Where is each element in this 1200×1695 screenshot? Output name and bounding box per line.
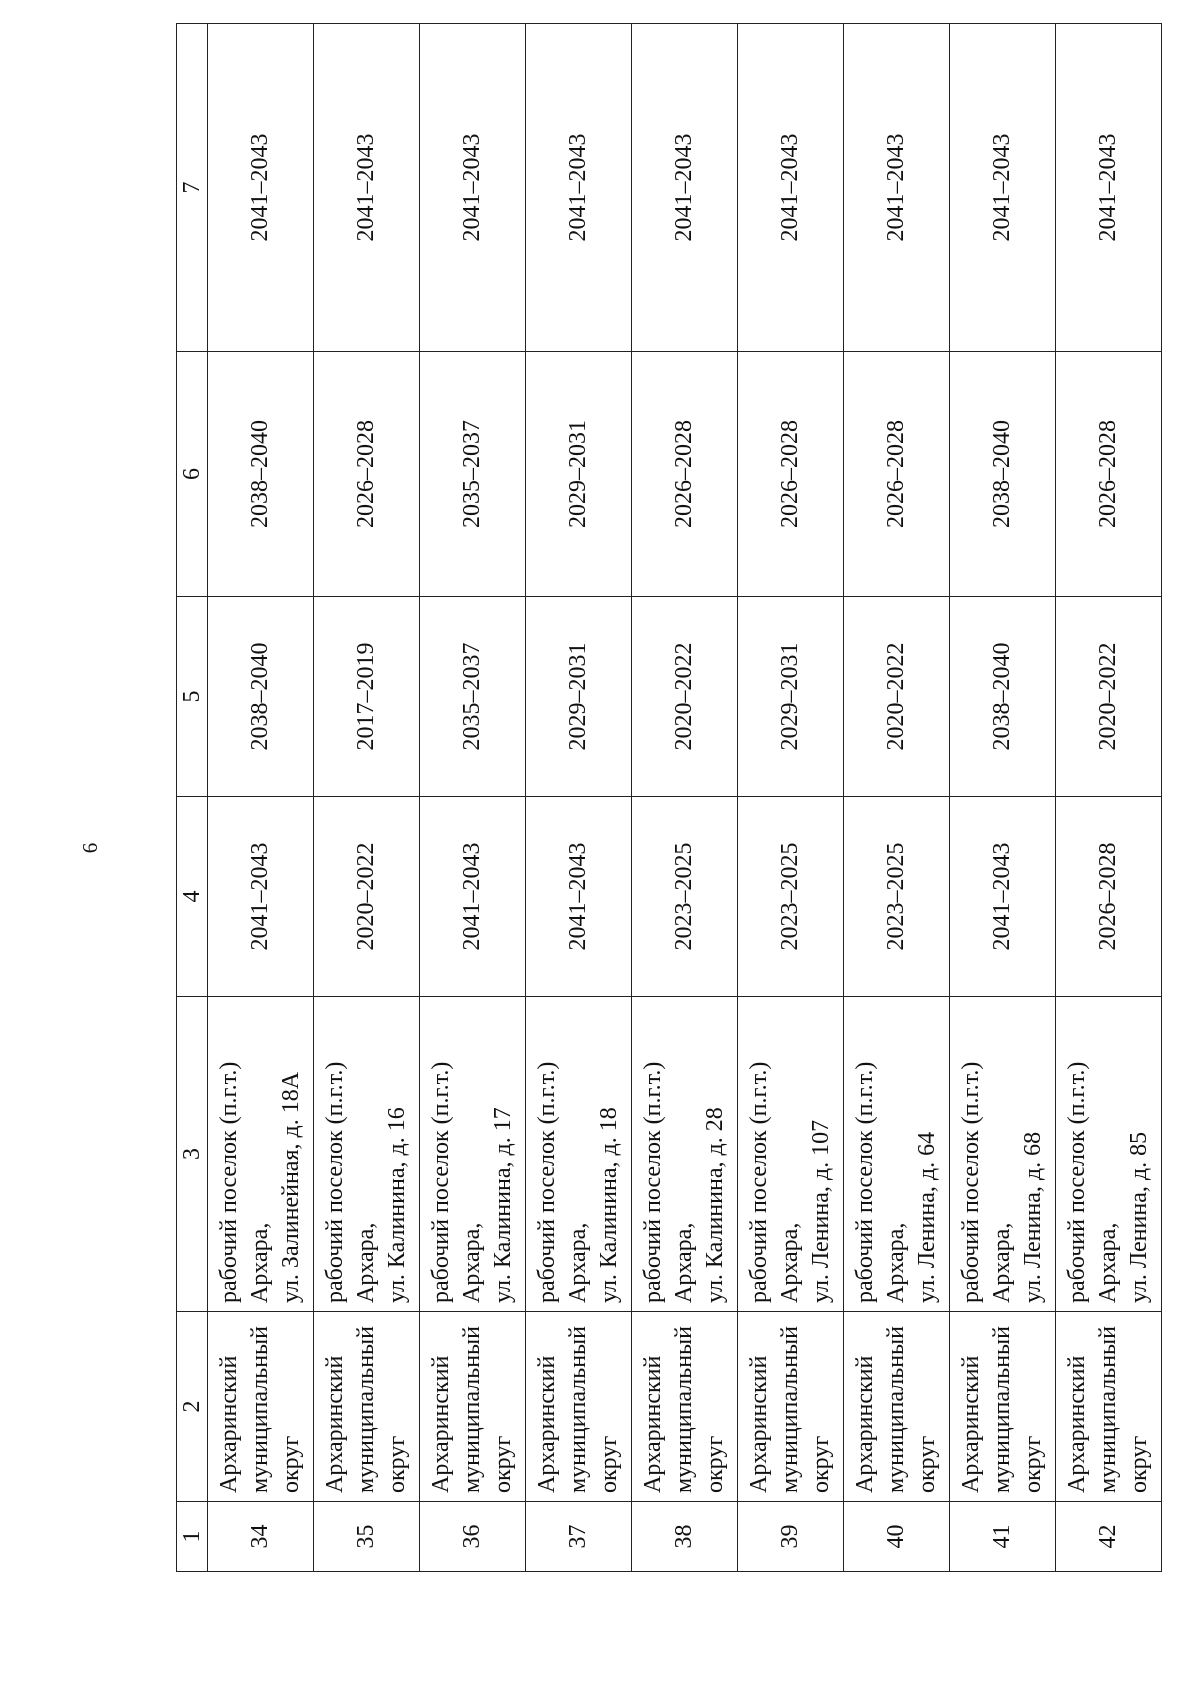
period-col-4: 2026–2028	[1055, 797, 1161, 997]
district-cell	[208, 1312, 314, 1502]
period-col-7: 2041–2043	[844, 24, 950, 352]
period-col-7: 2041–2043	[1055, 24, 1161, 352]
address-cell-line: ул. Залинейная, д. 18А	[278, 1071, 305, 1303]
address-cell	[314, 997, 420, 1312]
district-cell-line: Архаринский	[640, 1355, 667, 1493]
district-cell-line: округ	[1019, 1435, 1046, 1493]
table-row	[844, 24, 950, 1572]
column-header-2: 2	[177, 1312, 208, 1502]
district-cell	[632, 1312, 738, 1502]
address-cell-line: рабочий поселок (п.г.т.)	[428, 1061, 455, 1303]
address-cell-line: Архара,	[353, 1222, 380, 1303]
address-cell-line: ул. Ленина, д. 64	[913, 1131, 940, 1303]
period-col-4: 2023–2025	[632, 797, 738, 997]
district-cell-line: Архаринский	[428, 1355, 455, 1493]
row-number: 35	[314, 1502, 420, 1572]
period-col-5: 2038–2040	[208, 597, 314, 797]
address-cell-line: рабочий поселок (п.г.т.)	[216, 1061, 243, 1303]
district-cell-line: муниципальный	[247, 1325, 274, 1493]
district-cell-line: муниципальный	[353, 1325, 380, 1493]
table-row	[526, 24, 632, 1572]
district-cell-line: округ	[913, 1435, 940, 1493]
period-col-4: 2023–2025	[844, 797, 950, 997]
period-col-6: 2026–2028	[314, 352, 420, 597]
row-number: 39	[738, 1502, 844, 1572]
address-cell	[949, 997, 1055, 1312]
schedule-table	[176, 23, 1162, 1572]
district-cell-line: округ	[808, 1435, 835, 1493]
row-number: 36	[420, 1502, 526, 1572]
period-col-6: 2035–2037	[420, 352, 526, 597]
period-col-4: 2041–2043	[420, 797, 526, 997]
row-number: 37	[526, 1502, 632, 1572]
address-cell-line: рабочий поселок (п.г.т.)	[640, 1061, 667, 1303]
column-header-1: 1	[177, 1502, 208, 1572]
column-header-3: 3	[177, 997, 208, 1312]
column-header-6: 6	[177, 352, 208, 597]
table-row	[632, 24, 738, 1572]
period-col-6: 2026–2028	[632, 352, 738, 597]
period-col-4: 2041–2043	[526, 797, 632, 997]
table-row	[949, 24, 1055, 1572]
address-cell-line: Архара,	[247, 1222, 274, 1303]
row-number: 40	[844, 1502, 950, 1572]
address-cell-line: Архара,	[565, 1222, 592, 1303]
period-col-4: 2041–2043	[949, 797, 1055, 997]
address-cell-line: Архара,	[777, 1222, 804, 1303]
district-cell-line: Архаринский	[322, 1355, 349, 1493]
district-cell-line: округ	[596, 1435, 623, 1493]
period-col-6: 2038–2040	[208, 352, 314, 597]
address-cell-line: ул. Калинина, д. 17	[490, 1107, 517, 1303]
table-row	[1055, 24, 1161, 1572]
district-cell-line: муниципальный	[988, 1325, 1015, 1493]
district-cell-line: Архаринский	[534, 1355, 561, 1493]
district-cell-line: Архаринский	[851, 1355, 878, 1493]
address-cell	[1055, 997, 1161, 1312]
address-cell-line: рабочий поселок (п.г.т.)	[322, 1061, 349, 1303]
period-col-7: 2041–2043	[632, 24, 738, 352]
table-row	[208, 24, 314, 1572]
row-number: 34	[208, 1502, 314, 1572]
period-col-5: 2017–2019	[314, 597, 420, 797]
district-cell-line: муниципальный	[565, 1325, 592, 1493]
address-cell	[738, 997, 844, 1312]
district-cell-line: муниципальный	[777, 1325, 804, 1493]
address-cell-line: рабочий поселок (п.г.т.)	[851, 1061, 878, 1303]
period-col-7: 2041–2043	[314, 24, 420, 352]
district-cell-line: муниципальный	[882, 1325, 909, 1493]
row-number: 41	[949, 1502, 1055, 1572]
period-col-7: 2041–2043	[526, 24, 632, 352]
address-cell	[844, 997, 950, 1312]
address-cell	[208, 997, 314, 1312]
table-row	[738, 24, 844, 1572]
address-cell-line: Архара,	[459, 1222, 486, 1303]
district-cell-line: Архаринский	[746, 1355, 773, 1493]
header-row	[177, 24, 208, 1572]
address-cell-line: рабочий поселок (п.г.т.)	[746, 1061, 773, 1303]
district-cell-line: муниципальный	[671, 1325, 698, 1493]
address-cell-line: Архара,	[1094, 1222, 1121, 1303]
district-cell-line: Архаринский	[216, 1355, 243, 1493]
district-cell-line: округ	[384, 1435, 411, 1493]
table-row	[420, 24, 526, 1572]
period-col-5: 2035–2037	[420, 597, 526, 797]
period-col-6: 2029–2031	[526, 352, 632, 597]
district-cell	[738, 1312, 844, 1502]
district-cell-line: Архаринский	[957, 1355, 984, 1493]
period-col-4: 2041–2043	[208, 797, 314, 997]
district-cell	[844, 1312, 950, 1502]
district-cell-line: округ	[702, 1435, 729, 1493]
row-number: 42	[1055, 1502, 1161, 1572]
district-cell	[1055, 1312, 1161, 1502]
column-header-4: 4	[177, 797, 208, 997]
period-col-5: 2020–2022	[632, 597, 738, 797]
district-cell-line: округ	[278, 1435, 305, 1493]
period-col-6: 2026–2028	[1055, 352, 1161, 597]
period-col-6: 2026–2028	[738, 352, 844, 597]
period-col-4: 2020–2022	[314, 797, 420, 997]
district-cell-line: муниципальный	[459, 1325, 486, 1493]
address-cell	[420, 997, 526, 1312]
address-cell-line: Архара,	[882, 1222, 909, 1303]
period-col-7: 2041–2043	[949, 24, 1055, 352]
district-cell-line: округ	[1125, 1435, 1152, 1493]
period-col-5: 2029–2031	[738, 597, 844, 797]
address-cell-line: рабочий поселок (п.г.т.)	[1063, 1061, 1090, 1303]
address-cell-line: ул. Калинина, д. 18	[596, 1107, 623, 1303]
period-col-7: 2041–2043	[208, 24, 314, 352]
district-cell	[420, 1312, 526, 1502]
district-cell-line: муниципальный	[1094, 1325, 1121, 1493]
rotated-table-container	[176, 24, 1162, 1572]
address-cell	[632, 997, 738, 1312]
address-cell-line: ул. Ленина, д. 85	[1125, 1131, 1152, 1303]
address-cell-line: Архара,	[671, 1222, 698, 1303]
period-col-6: 2038–2040	[949, 352, 1055, 597]
period-col-5: 2029–2031	[526, 597, 632, 797]
row-number: 38	[632, 1502, 738, 1572]
address-cell-line: ул. Ленина, д. 68	[1019, 1131, 1046, 1303]
period-col-5: 2038–2040	[949, 597, 1055, 797]
address-cell-line: Архара,	[988, 1222, 1015, 1303]
address-cell-line: ул. Калинина, д. 28	[702, 1107, 729, 1303]
column-header-5: 5	[177, 597, 208, 797]
page-number: 6	[78, 842, 102, 854]
period-col-4: 2023–2025	[738, 797, 844, 997]
district-cell	[526, 1312, 632, 1502]
period-col-7: 2041–2043	[420, 24, 526, 352]
address-cell-line: рабочий поселок (п.г.т.)	[534, 1061, 561, 1303]
address-cell	[526, 997, 632, 1312]
address-cell-line: ул. Ленина, д. 107	[808, 1119, 835, 1303]
column-header-7: 7	[177, 24, 208, 352]
table-row	[314, 24, 420, 1572]
period-col-5: 2020–2022	[844, 597, 950, 797]
district-cell-line: Архаринский	[1063, 1355, 1090, 1493]
district-cell	[314, 1312, 420, 1502]
address-cell-line: ул. Калинина, д. 16	[384, 1107, 411, 1303]
district-cell	[949, 1312, 1055, 1502]
period-col-5: 2020–2022	[1055, 597, 1161, 797]
district-cell-line: округ	[490, 1435, 517, 1493]
period-col-7: 2041–2043	[738, 24, 844, 352]
period-col-6: 2026–2028	[844, 352, 950, 597]
address-cell-line: рабочий поселок (п.г.т.)	[957, 1061, 984, 1303]
